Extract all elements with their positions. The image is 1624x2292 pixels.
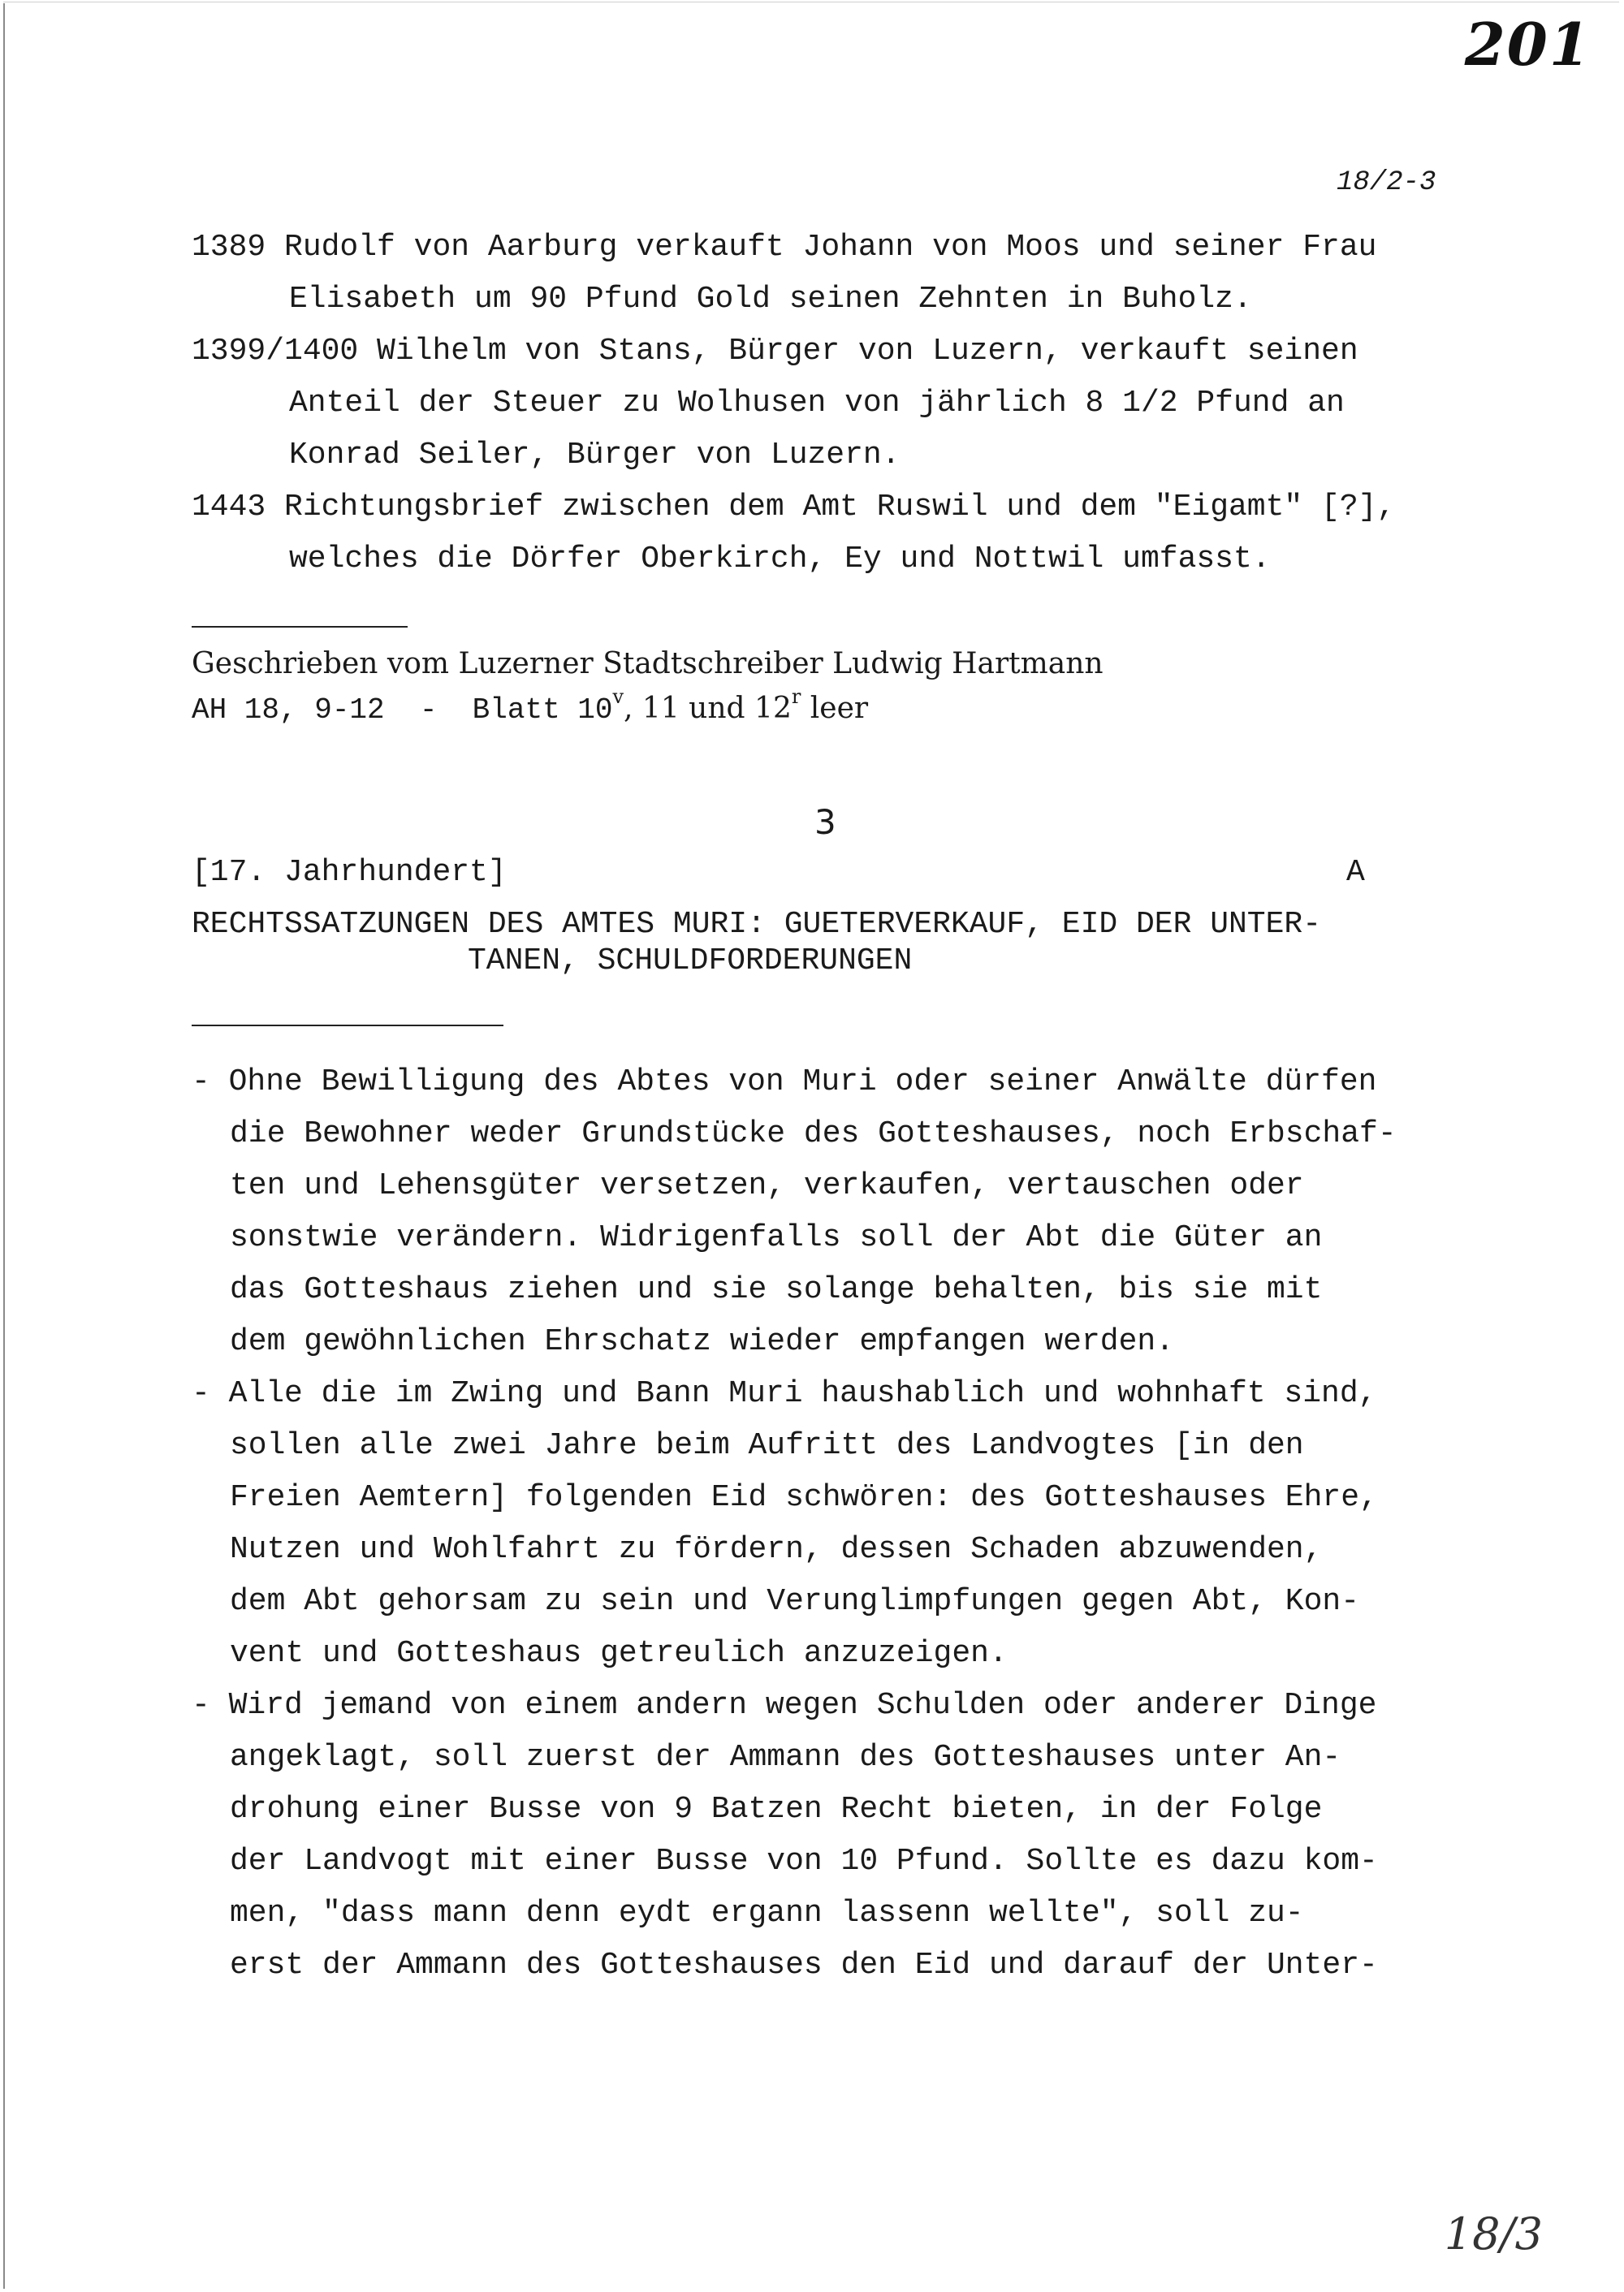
folio-number-top: 201 — [1464, 10, 1592, 79]
note-line-1: Geschrieben vom Luzerner Stadtschreiber Ludwig Hartmann — [192, 647, 1104, 680]
paragraph-3-line-2: angeklagt, soll zuerst der Ammann des Gotteshauses unter An- — [230, 1740, 1341, 1775]
document-number: 3 — [814, 802, 836, 842]
entry-1389-line-2: Elisabeth um 90 Pfund Gold seinen Zehnten in Buholz. — [289, 282, 1252, 317]
separator-rule-2 — [192, 1025, 503, 1026]
paragraph-1-line-6: dem gewöhnlichen Ehrschatz wieder empfangen werden. — [230, 1324, 1174, 1359]
entry-1443-line-1: 1443 Richtungsbrief zwischen dem Amt Ruswil und dem "Eigamt" [?], — [192, 490, 1396, 524]
note-line-2-part-c: leer — [801, 692, 869, 725]
paragraph-1-line-1: - Ohne Bewilligung des Abtes von Muri oder seiner Anwälte dürfen — [192, 1064, 1377, 1099]
paragraph-2-line-4: Nutzen und Wohlfahrt zu fördern, dessen Schaden abzuwenden, — [230, 1532, 1323, 1567]
entry-1399-line-2: Anteil der Steuer zu Wolhusen von jährlich 8 1/2 Pfund an — [289, 386, 1345, 421]
document-date: [17. Jahrhundert] — [192, 855, 507, 890]
paragraph-2-line-3: Freien Aemtern] folgenden Eid schwören: des Gotteshauses Ehre, — [230, 1480, 1378, 1515]
entry-1443-line-2: welches die Dörfer Oberkirch, Ey und Nottwil umfasst. — [289, 542, 1271, 576]
paragraph-3-line-6: erst der Ammann des Gotteshauses den Eid und darauf der Unter- — [230, 1948, 1378, 1983]
paragraph-1-line-4: sonstwie verändern. Widrigenfalls soll der Abt die Güter an — [230, 1220, 1323, 1255]
paragraph-3-line-5: men, "dass mann denn eydt ergann lassenn wellte", soll zu- — [230, 1896, 1304, 1931]
entry-1399-line-1: 1399/1400 Wilhelm von Stans, Bürger von Luzern, verkauft seinen — [192, 334, 1358, 369]
paragraph-2-line-6: vent und Gotteshaus getreulich anzuzeigen. — [230, 1636, 1008, 1671]
paragraph-2-line-5: dem Abt gehorsam zu sein und Verunglimpfungen gegen Abt, Kon- — [230, 1584, 1360, 1619]
note-sup-verso: v — [612, 685, 624, 708]
scan-edge-left — [3, 3, 5, 2289]
note-line-2-part-a: AH 18, 9-12 - Blatt 10 — [192, 693, 613, 727]
paragraph-1-line-5: das Gotteshaus ziehen und sie solange behalten, bis sie mit — [230, 1272, 1323, 1307]
entry-1389-line-1: 1389 Rudolf von Aarburg verkauft Johann von Moos und seiner Frau — [192, 230, 1377, 265]
paragraph-2-line-2: sollen alle zwei Jahre beim Aufritt des Landvogtes [in den — [230, 1428, 1304, 1463]
paragraph-3-line-3: drohung einer Busse von 9 Batzen Recht bieten, in der Folge — [230, 1792, 1323, 1827]
document-title-line-1: RECHTSSATZUNGEN DES AMTES MURI: GUETERVERKAUF, EID DER UNTER- — [192, 907, 1322, 942]
document-title-line-2: TANEN, SCHULDFORDERUNGEN — [468, 943, 913, 978]
paragraph-3-line-4: der Landvogt mit einer Busse von 10 Pfund. Sollte es dazu kom- — [230, 1844, 1378, 1879]
document-marker: A — [1346, 855, 1365, 890]
note-sup-recto: r — [791, 685, 801, 708]
paragraph-2-line-1: - Alle die im Zwing und Bann Muri haushablich und wohnhaft sind, — [192, 1376, 1377, 1411]
entry-1399-line-3: Konrad Seiler, Bürger von Luzern. — [289, 438, 901, 473]
reference-number: 18/2-3 — [1337, 167, 1436, 198]
separator-rule-1 — [192, 626, 408, 628]
paragraph-1-line-3: ten und Lehensgüter versetzen, verkaufen, vertauschen oder — [230, 1168, 1304, 1203]
note-line-2 — [192, 687, 868, 725]
paragraph-1-line-2: die Bewohner weder Grundstücke des Gotteshauses, noch Erbschaf- — [230, 1116, 1397, 1151]
folio-number-bottom: 18/3 — [1444, 2208, 1543, 2260]
note-line-2-part-b: , 11 und 12 — [624, 692, 792, 725]
paragraph-3-line-1: - Wird jemand von einem andern wegen Schulden oder anderer Dinge — [192, 1688, 1377, 1723]
